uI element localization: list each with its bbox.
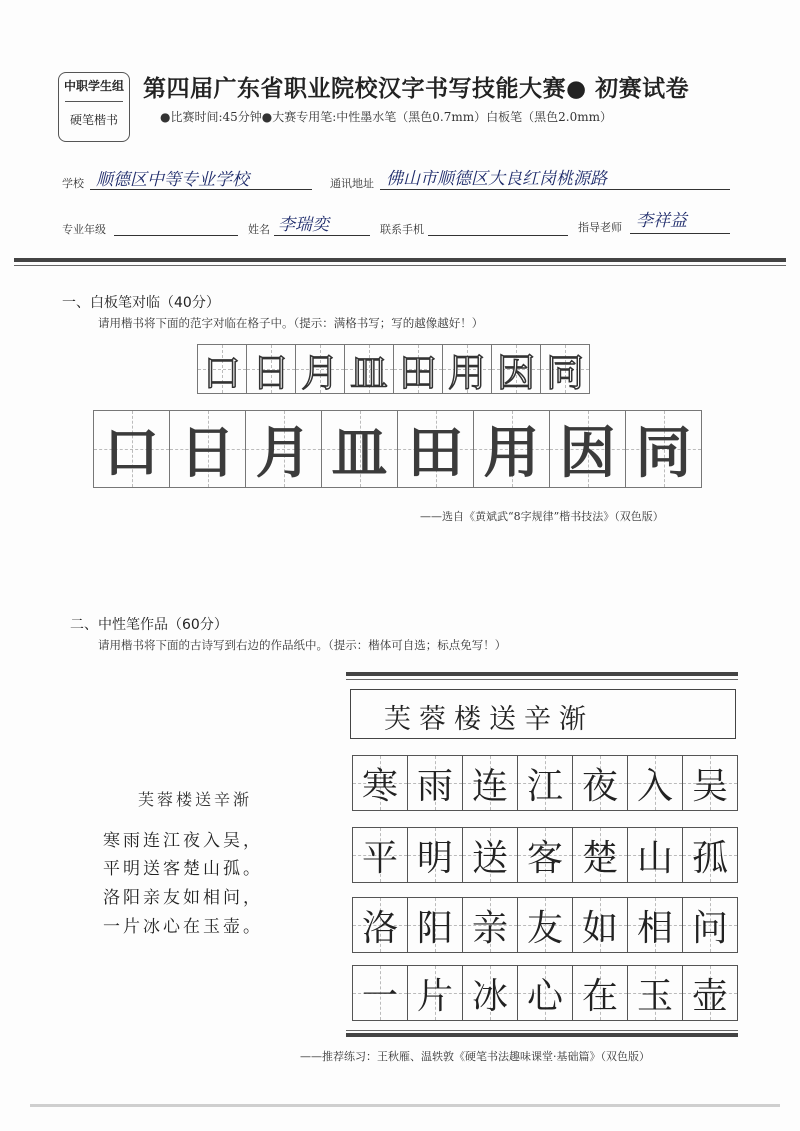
work-char-cell[interactable]: 问 xyxy=(682,897,738,953)
work-row[interactable] xyxy=(352,965,737,1021)
work-char-cell[interactable]: 客 xyxy=(517,827,573,883)
section1-instructions: 请用楷书将下面的范字对临在格子中。（提示：满格书写；写的越像越好！） xyxy=(98,316,484,330)
work-char-cell[interactable]: 平 xyxy=(352,827,408,883)
scan-edge xyxy=(30,1104,780,1107)
section1-title: 一、白板笔对临（40分） xyxy=(62,295,220,311)
work-char-cell[interactable]: 冰 xyxy=(462,965,518,1021)
work-char-cell[interactable]: 如 xyxy=(572,897,628,953)
exam-rules: ●比赛时间:45分钟●大赛专用笔:中性墨水笔（黑色0.7mm）白板笔（黑色2.0mm） xyxy=(160,110,612,124)
work-char-cell[interactable]: 雨 xyxy=(407,755,463,811)
grade-field[interactable] xyxy=(114,234,238,236)
work-char-cell[interactable]: 江 xyxy=(517,755,573,811)
practice-char-cell[interactable]: 同 xyxy=(625,410,702,488)
work-char-cell[interactable]: 入 xyxy=(627,755,683,811)
work-char-cell[interactable]: 阳 xyxy=(407,897,463,953)
exam-title: 第四届广东省职业院校汉字书写技能大赛● 初赛试卷 xyxy=(143,76,690,102)
work-char-cell[interactable]: 孤 xyxy=(682,827,738,883)
work-char-cell[interactable]: 在 xyxy=(572,965,628,1021)
address-label: 通讯地址 xyxy=(330,177,374,190)
school-label: 学校 xyxy=(62,177,84,190)
outline-char-cell: 田 xyxy=(393,344,443,394)
work-char-cell[interactable]: 亲 xyxy=(462,897,518,953)
work-char-cell[interactable]: 连 xyxy=(462,755,518,811)
grade-label: 专业年级 xyxy=(62,223,106,236)
name-label: 姓名 xyxy=(248,223,270,236)
practice-char-cell[interactable]: 皿 xyxy=(321,410,398,488)
work-paper-top-border-thin xyxy=(346,679,738,680)
work-char-cell[interactable]: 友 xyxy=(517,897,573,953)
work-char-cell[interactable]: 山 xyxy=(627,827,683,883)
work-char-cell[interactable]: 玉 xyxy=(627,965,683,1021)
work-row[interactable] xyxy=(352,755,737,811)
work-char-cell[interactable]: 一 xyxy=(352,965,408,1021)
poem-line: 寒雨连江夜入吴， xyxy=(103,831,263,851)
poem-line: 平明送客楚山孤。 xyxy=(103,859,263,879)
phone-field[interactable] xyxy=(428,234,568,236)
outline-char-cell: 皿 xyxy=(344,344,394,394)
work-paper-top-border xyxy=(346,672,738,676)
work-char-cell[interactable]: 片 xyxy=(407,965,463,1021)
work-char-cell[interactable]: 壶 xyxy=(682,965,738,1021)
work-row[interactable] xyxy=(352,897,737,953)
teacher-label: 指导老师 xyxy=(578,221,622,234)
work-char-cell[interactable]: 送 xyxy=(462,827,518,883)
work-paper-bottom-border-thin xyxy=(346,1030,738,1031)
group-badge xyxy=(58,72,130,142)
badge-group-text: 中职学生组 xyxy=(63,79,124,93)
work-row[interactable] xyxy=(352,827,737,883)
outline-char-cell: 口 xyxy=(197,344,247,394)
outline-char-cell: 因 xyxy=(491,344,541,394)
work-char-cell[interactable]: 夜 xyxy=(572,755,628,811)
section2-source: ——推荐练习：王秋雁、温轶敦《硬笔书法趣味课堂·基础篇》（双色版） xyxy=(300,1050,650,1063)
practice-char-cell[interactable]: 口 xyxy=(93,410,170,488)
work-char-cell[interactable]: 洛 xyxy=(352,897,408,953)
work-char-cell[interactable]: 吴 xyxy=(682,755,738,811)
outline-char-grid xyxy=(197,344,589,394)
section2-title: 二、中性笔作品（60分） xyxy=(70,617,228,633)
badge-divider xyxy=(65,101,123,102)
work-title: 芙蓉楼送辛渐 xyxy=(384,704,594,735)
name-field[interactable]: 李瑞奕 xyxy=(278,215,329,235)
outline-char-cell: 同 xyxy=(540,344,590,394)
section2-instructions: 请用楷书将下面的古诗写到右边的作品纸中。（提示：楷体可自选；标点免写！） xyxy=(98,638,507,652)
phone-label: 联系手机 xyxy=(380,223,424,236)
teacher-underline xyxy=(630,232,730,234)
practice-char-cell[interactable]: 因 xyxy=(549,410,626,488)
practice-char-cell[interactable]: 用 xyxy=(473,410,550,488)
poem-line: 洛阳亲友如相问， xyxy=(103,888,263,908)
poem-line: 一片冰心在玉壶。 xyxy=(103,917,263,937)
header-divider-thin xyxy=(14,265,786,266)
section1-source: ——选自《黄斌武“8字规律”楷书技法》（双色版） xyxy=(420,510,664,523)
header-divider xyxy=(14,258,786,262)
work-char-cell[interactable]: 明 xyxy=(407,827,463,883)
address-field[interactable]: 佛山市顺德区大良红岗桃源路 xyxy=(386,169,607,189)
practice-char-grid[interactable] xyxy=(93,410,701,488)
outline-char-cell: 日 xyxy=(246,344,296,394)
work-char-cell[interactable]: 寒 xyxy=(352,755,408,811)
teacher-field[interactable]: 李祥益 xyxy=(636,211,687,231)
outline-char-cell: 月 xyxy=(295,344,345,394)
poem-title: 芙蓉楼送辛渐 xyxy=(138,790,253,809)
work-char-cell[interactable]: 心 xyxy=(517,965,573,1021)
work-paper-bottom-border xyxy=(346,1033,738,1037)
practice-char-cell[interactable]: 田 xyxy=(397,410,474,488)
badge-script-text: 硬笔楷书 xyxy=(69,113,118,127)
practice-char-cell[interactable]: 月 xyxy=(245,410,322,488)
practice-char-cell[interactable]: 日 xyxy=(169,410,246,488)
school-field[interactable]: 顺德区中等专业学校 xyxy=(96,170,249,190)
outline-char-cell: 用 xyxy=(442,344,492,394)
work-char-cell[interactable]: 相 xyxy=(627,897,683,953)
work-char-cell[interactable]: 楚 xyxy=(572,827,628,883)
